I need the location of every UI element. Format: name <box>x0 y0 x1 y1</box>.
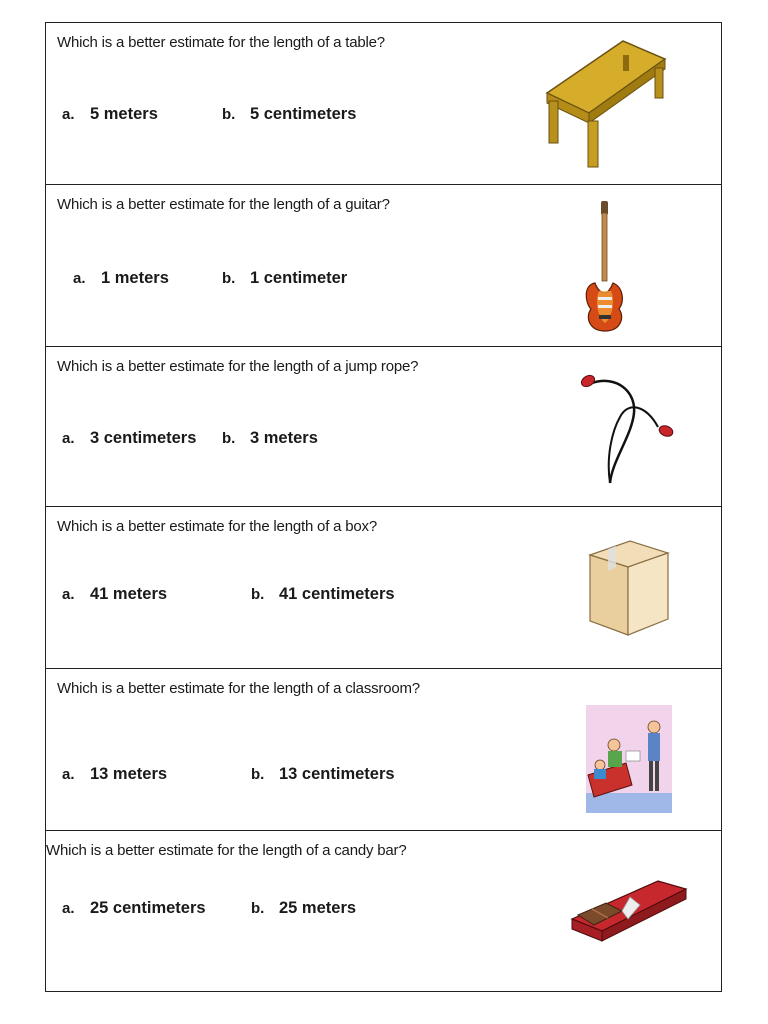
option-a <box>62 899 206 918</box>
option-b-text: 1 centimeter <box>250 269 348 287</box>
option-b-letter: b. <box>251 900 265 917</box>
option-a-letter: a. <box>62 900 75 917</box>
question-text: Which is a better estimate for the length of a guitar? <box>57 196 390 213</box>
option-b-text: 3 meters <box>250 429 318 447</box>
option-b <box>222 429 318 448</box>
question-text: Which is a better estimate for the length of a classroom? <box>57 680 420 697</box>
question-row-guitar <box>46 185 721 347</box>
question-row-box <box>46 507 721 669</box>
option-a <box>73 269 169 288</box>
classroom-icon <box>586 705 672 813</box>
question-row-jump-rope <box>46 347 721 507</box>
option-b-text: 5 centimeters <box>250 105 357 123</box>
option-a-text: 13 meters <box>90 765 168 783</box>
option-b-text: 41 centimeters <box>279 585 395 603</box>
option-b <box>251 765 395 784</box>
option-b <box>222 269 347 288</box>
option-a-text: 41 meters <box>90 585 168 603</box>
question-row-table <box>46 23 721 185</box>
box-icon <box>586 537 670 637</box>
option-a <box>62 429 196 448</box>
question-row-candy-bar <box>46 831 721 991</box>
guitar-icon <box>581 199 631 333</box>
option-b-letter: b. <box>251 766 265 783</box>
option-b-letter: b. <box>222 430 236 447</box>
option-a-letter: a. <box>73 270 86 287</box>
question-text: Which is a better estimate for the length of a jump rope? <box>57 358 419 375</box>
option-b <box>222 105 356 124</box>
option-b-text: 25 meters <box>279 899 357 917</box>
option-b <box>251 899 356 918</box>
option-a-text: 1 meters <box>101 269 169 287</box>
candy-bar-icon <box>568 875 692 945</box>
option-b-text: 13 centimeters <box>279 765 395 783</box>
question-text: Which is a better estimate for the length of a box? <box>57 518 377 535</box>
option-a <box>62 585 167 604</box>
option-a <box>62 765 167 784</box>
option-b-letter: b. <box>222 270 236 287</box>
option-a-letter: a. <box>62 430 75 447</box>
option-a <box>62 105 158 124</box>
option-a-text: 25 centimeters <box>90 899 206 917</box>
option-a-text: 3 centimeters <box>90 429 197 447</box>
option-b-letter: b. <box>251 586 265 603</box>
table-icon <box>541 35 671 173</box>
option-b-letter: b. <box>222 106 236 123</box>
option-b <box>251 585 395 604</box>
question-row-classroom <box>46 669 721 831</box>
option-a-text: 5 meters <box>90 105 158 123</box>
jump-rope-icon <box>576 365 680 489</box>
question-text: Which is a better estimate for the length of a candy bar? <box>46 842 407 859</box>
option-a-letter: a. <box>62 106 75 123</box>
question-text: Which is a better estimate for the length of a table? <box>57 34 385 51</box>
option-a-letter: a. <box>62 586 75 603</box>
option-a-letter: a. <box>62 766 75 783</box>
worksheet <box>45 22 722 992</box>
